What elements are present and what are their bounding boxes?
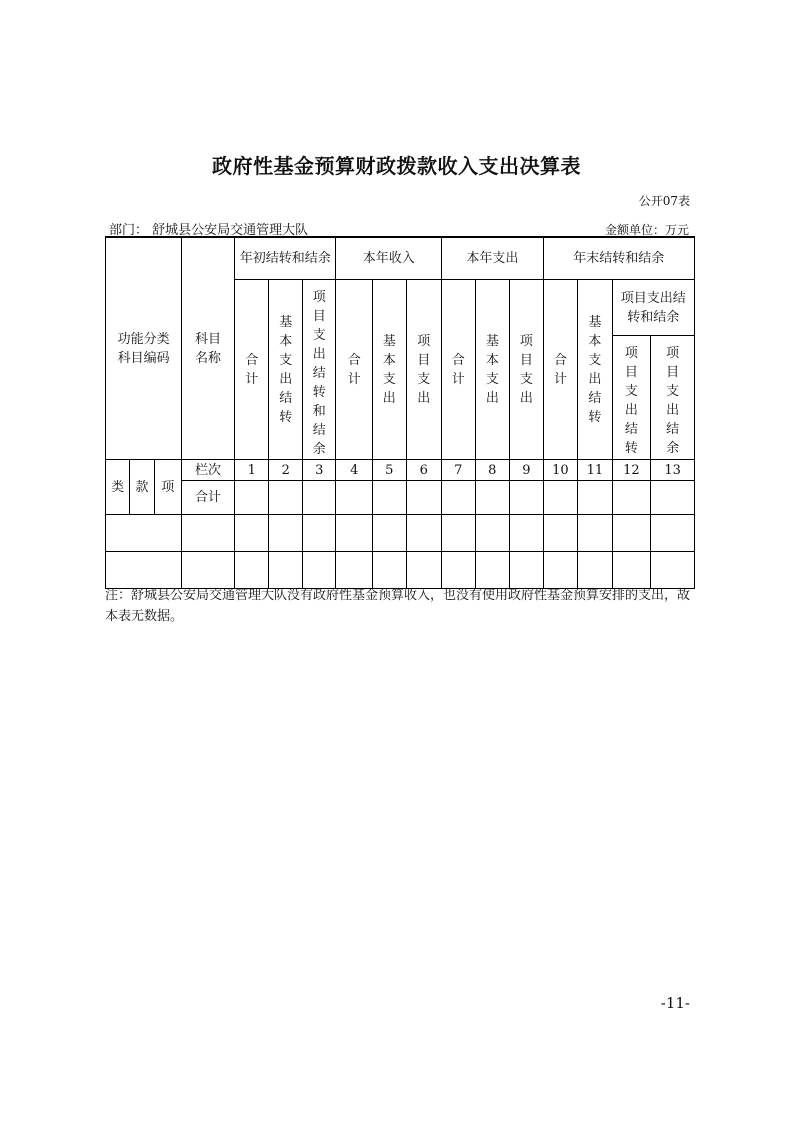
table-cell [475,481,510,515]
row-kuan: 款 [130,460,154,515]
row-column-no: 栏次 [182,460,235,481]
column-number: 4 [336,460,373,481]
page-number: -11- [660,994,690,1012]
column-number: 10 [543,460,578,481]
header-end-total: 合计 [543,280,578,460]
header-expense-total: 合计 [442,280,476,460]
column-number: 9 [510,460,544,481]
table-cell [406,481,442,515]
header-subject-name: 科目名称 [182,238,235,460]
page-title: 政府性基金预算财政拨款收入支出决算表 [212,154,581,178]
row-xiang: 项 [154,460,181,515]
header-project-carry: 项目支出结转 [612,336,651,460]
header-total: 合计 [234,280,269,460]
table-cell [302,481,336,515]
column-number: 13 [651,460,695,481]
column-number: 8 [475,460,510,481]
column-number: 3 [302,460,336,481]
table-cell [336,481,373,515]
table-cell [442,481,476,515]
table-cell [651,481,695,515]
column-number: 1 [234,460,269,481]
row-lei: 类 [106,460,130,515]
header-project-balance: 项目支出结转和结余 [302,280,336,460]
row-total-label: 合计 [182,481,235,515]
department-label: 部门： 舒城县公安局交通管理大队 [109,223,309,238]
header-end-balance: 年末结转和结余 [543,238,694,280]
table-cell [510,481,544,515]
header-func-code: 功能分类科目编码 [106,238,182,460]
table-cell [234,481,269,515]
column-number: 7 [442,460,476,481]
header-expense-project: 项目支出 [510,280,544,460]
table-code: 公开07表 [638,194,690,208]
header-project-surplus: 项目支出结余 [651,336,695,460]
header-expense: 本年支出 [442,238,544,280]
table-cell [612,481,651,515]
column-number: 2 [269,460,303,481]
column-number: 12 [612,460,651,481]
header-end-project: 项目支出结转和结余 [612,280,694,336]
header-expense-basic: 基本支出 [475,280,510,460]
header-income-project: 项目支出 [406,280,442,460]
header-begin-balance: 年初结转和结余 [234,238,336,280]
header-end-basic: 基本支出结转 [578,280,613,460]
table-row [106,552,695,589]
table-row [106,515,695,552]
table-cell [578,481,613,515]
header-basic-balance: 基本支出结转 [269,280,303,460]
table-cell [269,481,303,515]
table-cell [373,481,407,515]
column-number: 6 [406,460,442,481]
fund-table [105,237,695,589]
footnote: 注：舒城县公安局交通管理大队没有政府性基金预算收入，也没有使用政府性基金预算安排的支出，故本表无数据。 [105,588,691,624]
column-number: 11 [578,460,613,481]
header-income-total: 合计 [336,280,373,460]
header-income: 本年收入 [336,238,442,280]
header-income-basic: 基本支出 [373,280,407,460]
table-cell [543,481,578,515]
unit-label: 金额单位：万元 [604,223,689,237]
column-number: 5 [373,460,407,481]
